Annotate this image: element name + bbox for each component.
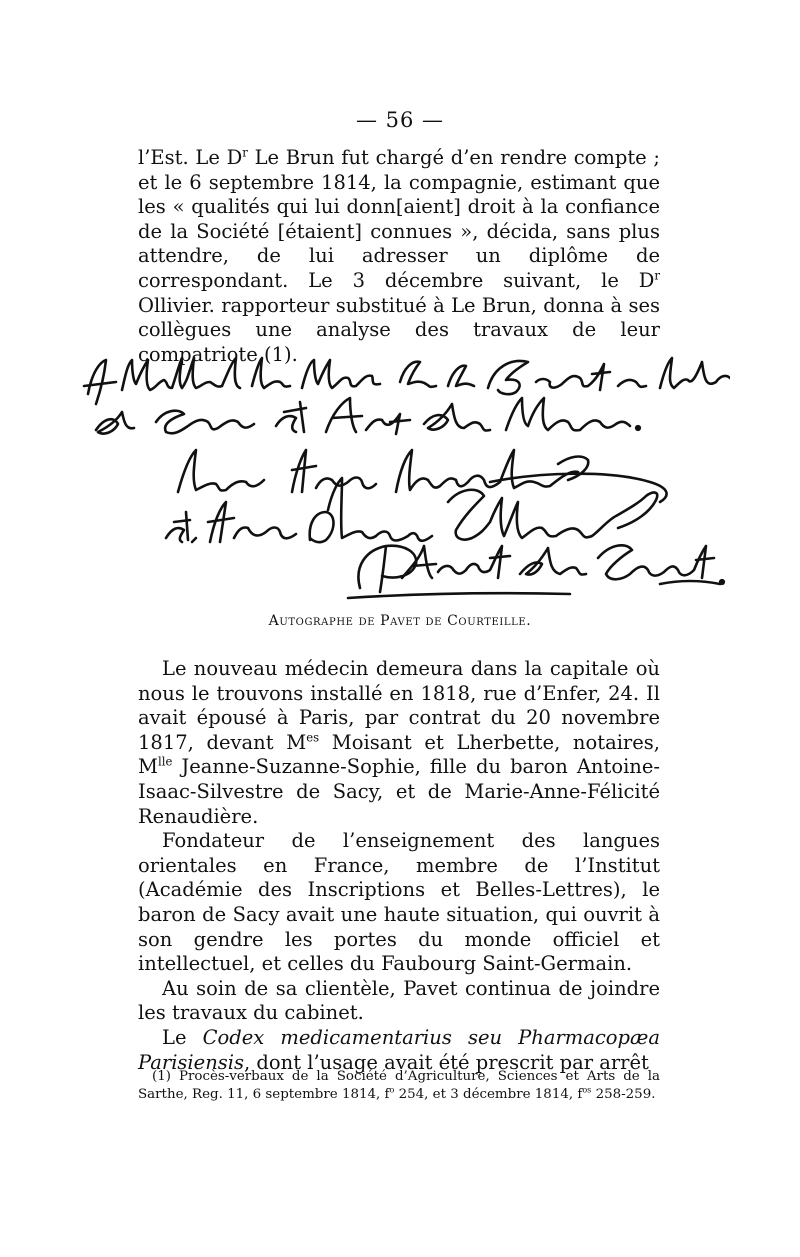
footnote-text-b: 254, et 3 décembre 1814, f [394, 1087, 583, 1102]
paragraph-1-text-a: l’Est. Le D [138, 146, 243, 169]
page-number: — 56 — [355, 108, 445, 132]
autograph-caption: Autographe de Pavet de Courteille. [268, 613, 532, 629]
superscript-mlle: lle [157, 754, 173, 769]
superscript-dr: r [242, 145, 248, 160]
paragraph-1 [138, 146, 660, 367]
paragraph-5-rest: , dont l’usage avait été prescrit par arrêt [244, 1050, 649, 1074]
superscript-dr-2: r [654, 268, 660, 283]
footnote-text-c: 258-259. [591, 1087, 656, 1102]
paragraph-2 [138, 657, 660, 829]
paragraph-2-text-c: Jeanne-Suzanne-Sophie, fille du baron Antoine-Isaac-Silvestre de Sacy, et de Marie-Anne-Félicité Renaudière. [138, 755, 660, 828]
codex-title: Codex medicamentarius seu Pharmacopæa Parisiensis [138, 1025, 660, 1074]
paragraph-1-text-b: Le Brun fut chargé d’en rendre compte ; et le 6 septembre 1814, la compagnie, estimant que les « qualités qui lui donn[aient] droit à la confiance de la Société [étaient] connues », décida, sans plus attendre, de lui adresser un diplôme de correspondant. Le 3 décembre suivant, le D [138, 146, 660, 292]
footnote-text-a: (1) Procès-verbaux de la Société d’Agriculture, Sciences et Arts de la Sarthe, Reg. 11, 6 septembre 1814, f [138, 1069, 660, 1102]
footnote [138, 1068, 660, 1104]
paragraph-2-text-b: Moisant et Lherbette, notaires, M [138, 730, 660, 779]
paragraph-2-text-a: Le nouveau médecin demeura dans la capitale où nous le trouvons installé en 1818, rue d’Enfer, 24. Il avait épousé à Paris, par contrat du 20 novembre 1817, devant M [138, 657, 660, 754]
superscript-mes: es [306, 730, 320, 745]
autograph-handwriting [70, 352, 730, 602]
paragraph-1-text-c: Ollivier. rapporteur substitué à Le Brun, donna à ses collègues une analyse des travaux de leur compatriote (1). [138, 293, 660, 366]
paragraph-5-lead: Le [162, 1025, 203, 1049]
footnote-superscript-1: o [389, 1085, 395, 1095]
paragraph-4: Au soin de sa clientèle, Pavet continua de joindre les travaux du cabinet. [138, 976, 660, 1025]
paragraph-3: Fondateur de l’enseignement des langues orientales en France, membre de l’Institut (Académie des Inscriptions et Belles-Lettres), le baron de Sacy avait une haute situation, qui ouvrit à son gendre les portes du monde officiel et intellectuel, et celles du Faubourg Saint-Germain. [138, 829, 660, 976]
footnote-superscript-2: os [582, 1085, 592, 1095]
body-text-continued [138, 657, 660, 1075]
